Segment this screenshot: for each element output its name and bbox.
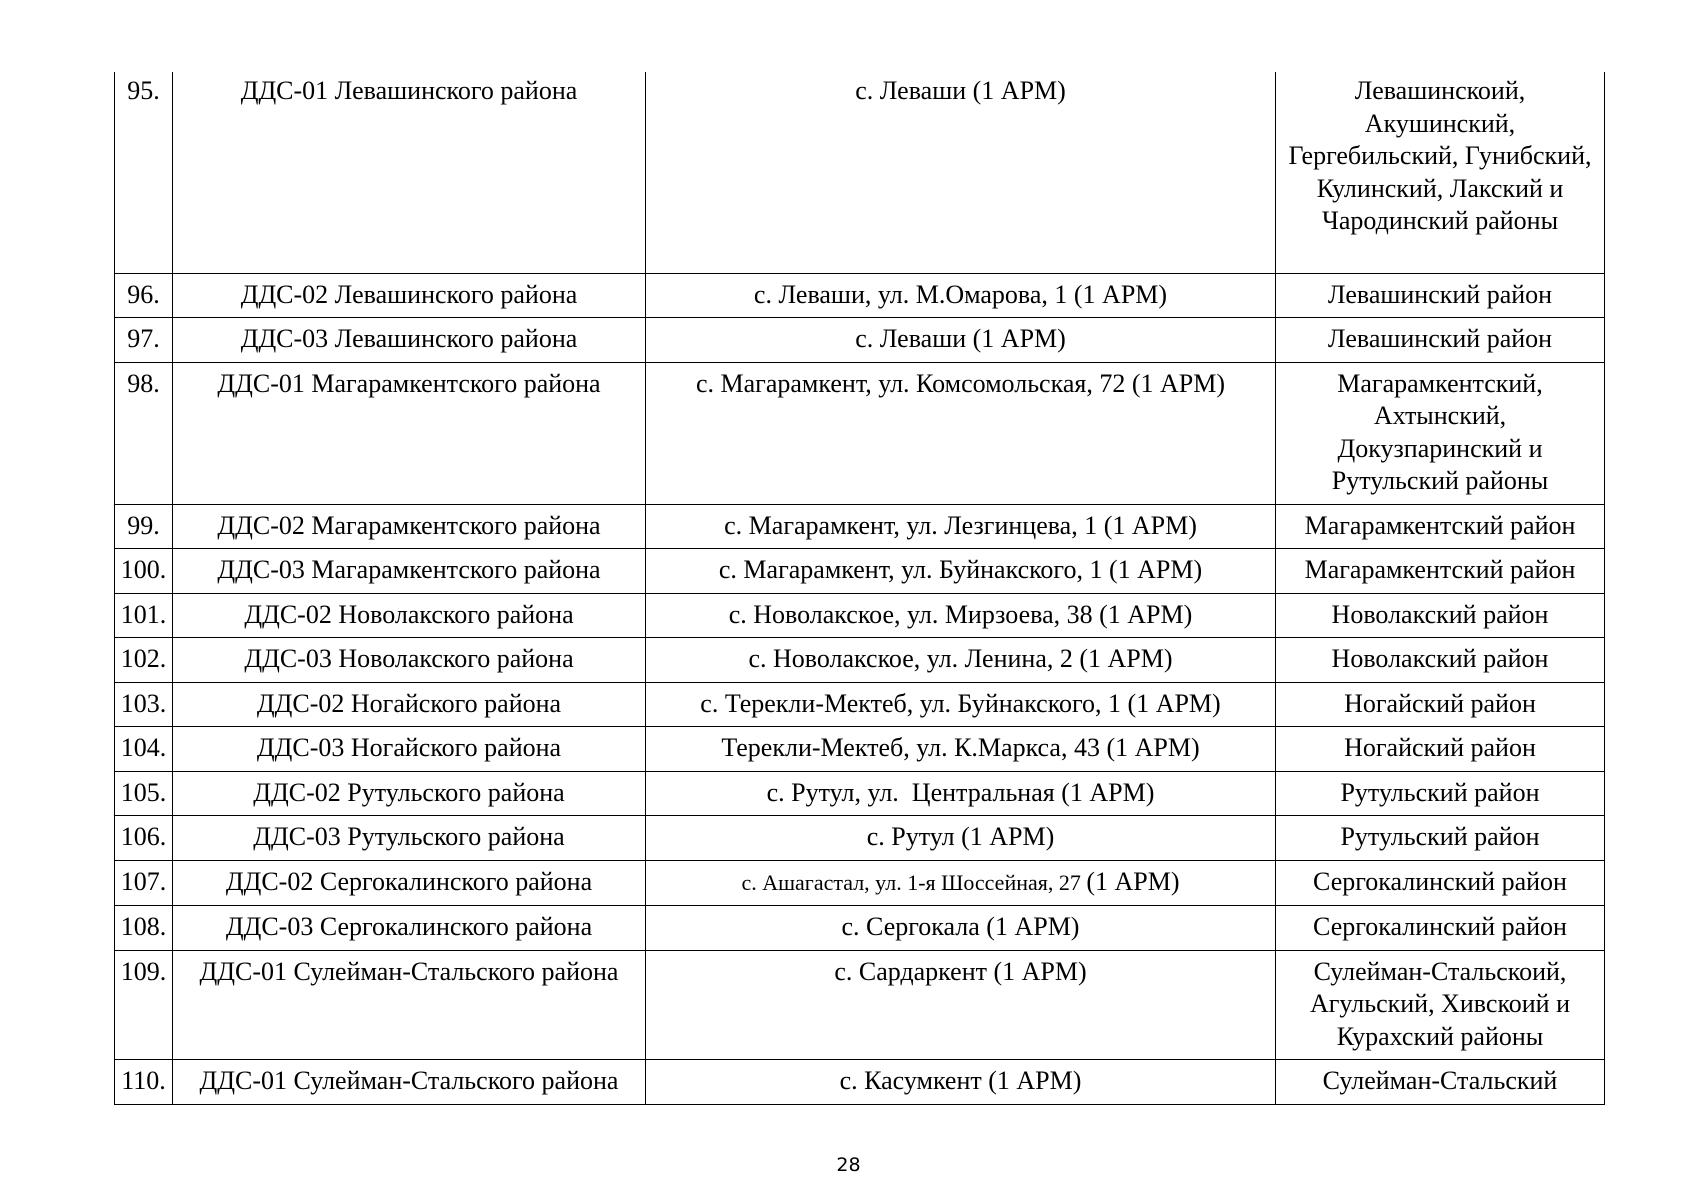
service-address: с. Рутул, ул. Центральная (1 АРМ) bbox=[646, 771, 1276, 816]
service-area: Магарамкентский район bbox=[1276, 549, 1605, 594]
service-area: Сулейман-Стальский bbox=[1276, 1060, 1605, 1105]
row-number: 99. bbox=[115, 504, 173, 549]
table-row bbox=[115, 682, 1605, 727]
service-address: с. Сергокала (1 АРМ) bbox=[646, 906, 1276, 951]
service-name: ДДС-03 Рутульского района bbox=[173, 816, 646, 861]
service-area: Магарамкентский, Ахтынский, Докузпаринский и Рутульский районы bbox=[1276, 362, 1605, 504]
service-area: Рутульский район bbox=[1276, 816, 1605, 861]
service-address: с. Леваши (1 АРМ) bbox=[646, 318, 1276, 363]
service-name: ДДС-02 Ногайского района bbox=[173, 682, 646, 727]
service-area: Магарамкентский район bbox=[1276, 504, 1605, 549]
table-row bbox=[115, 549, 1605, 594]
service-area: Ногайский район bbox=[1276, 727, 1605, 772]
row-number: 107. bbox=[115, 860, 173, 906]
service-name: ДДС-03 Ногайского района bbox=[173, 727, 646, 772]
table-row bbox=[115, 362, 1605, 504]
row-number: 95. bbox=[115, 72, 173, 273]
row-number: 108. bbox=[115, 906, 173, 951]
service-area: Левашинский район bbox=[1276, 318, 1605, 363]
service-name: ДДС-03 Новолакского района bbox=[173, 638, 646, 683]
table-row bbox=[115, 72, 1605, 273]
service-name: ДДС-01 Магарамкентского района bbox=[173, 362, 646, 504]
service-name: ДДС-02 Рутульского района bbox=[173, 771, 646, 816]
service-address: с. Касумкент (1 АРМ) bbox=[646, 1060, 1276, 1105]
row-number: 110. bbox=[115, 1060, 173, 1105]
row-number: 106. bbox=[115, 816, 173, 861]
row-number: 105. bbox=[115, 771, 173, 816]
service-address: с. Терекли-Мектеб, ул. Буйнакского, 1 (1 АРМ) bbox=[646, 682, 1276, 727]
table-row bbox=[115, 504, 1605, 549]
table-row bbox=[115, 771, 1605, 816]
service-address: с. Сардаркент (1 АРМ) bbox=[646, 950, 1276, 1060]
row-number: 100. bbox=[115, 549, 173, 594]
row-number: 109. bbox=[115, 950, 173, 1060]
service-area: Левашинский район bbox=[1276, 273, 1605, 318]
service-address: с. Магарамкент, ул. Буйнакского, 1 (1 АРМ) bbox=[646, 549, 1276, 594]
service-name: ДДС-01 Сулейман-Стальского района bbox=[173, 1060, 646, 1105]
table-row bbox=[115, 638, 1605, 683]
service-area: Сулейман-Стальскоий, Агульский, Хивскоий и Курахский районы bbox=[1276, 950, 1605, 1060]
service-name: ДДС-01 Сулейман-Стальского района bbox=[173, 950, 646, 1060]
table-row bbox=[115, 1060, 1605, 1105]
service-name: ДДС-03 Левашинского района bbox=[173, 318, 646, 363]
service-area: Сергокалинский район bbox=[1276, 906, 1605, 951]
table-row bbox=[115, 318, 1605, 363]
table-row bbox=[115, 593, 1605, 638]
service-name: ДДС-02 Магарамкентского района bbox=[173, 504, 646, 549]
service-address: с. Леваши, ул. М.Омарова, 1 (1 АРМ) bbox=[646, 273, 1276, 318]
service-area: Ногайский район bbox=[1276, 682, 1605, 727]
table-row bbox=[115, 273, 1605, 318]
service-name: ДДС-03 Магарамкентского района bbox=[173, 549, 646, 594]
service-name: ДДС-02 Новолакского района bbox=[173, 593, 646, 638]
row-number: 98. bbox=[115, 362, 173, 504]
service-address: с. Рутул (1 АРМ) bbox=[646, 816, 1276, 861]
row-number: 96. bbox=[115, 273, 173, 318]
row-number: 102. bbox=[115, 638, 173, 683]
table-row bbox=[115, 860, 1605, 906]
service-address: Терекли-Мектеб, ул. К.Маркса, 43 (1 АРМ) bbox=[646, 727, 1276, 772]
service-address: с. Леваши (1 АРМ) bbox=[646, 72, 1276, 273]
service-area: Новолакский район bbox=[1276, 638, 1605, 683]
service-area: Левашинскоий, Акушинский, Гергебильский, Гунибский, Кулинский, Лакский и Чародинский районы bbox=[1276, 72, 1605, 273]
page-number: 28 bbox=[836, 1154, 861, 1176]
table-row bbox=[115, 906, 1605, 951]
service-address: с. Новолакское, ул. Мирзоева, 38 (1 АРМ) bbox=[646, 593, 1276, 638]
table-row bbox=[115, 950, 1605, 1060]
service-area: Рутульский район bbox=[1276, 771, 1605, 816]
address-text-small: с. Ашагастал, ул. 1-я Шоссейная, 27 bbox=[741, 869, 1081, 895]
address-text-arm: (1 АРМ) bbox=[1086, 866, 1180, 896]
row-number: 104. bbox=[115, 727, 173, 772]
table-row bbox=[115, 816, 1605, 861]
service-name: ДДС-02 Сергокалинского района bbox=[173, 860, 646, 906]
service-address: с. Магарамкент, ул. Лезгинцева, 1 (1 АРМ) bbox=[646, 504, 1276, 549]
service-name: ДДС-03 Сергокалинского района bbox=[173, 906, 646, 951]
service-address bbox=[646, 860, 1276, 906]
dds-table bbox=[114, 72, 1605, 1105]
service-area: Сергокалинский район bbox=[1276, 860, 1605, 906]
row-number: 97. bbox=[115, 318, 173, 363]
row-number: 101. bbox=[115, 593, 173, 638]
table-row bbox=[115, 727, 1605, 772]
service-name: ДДС-01 Левашинского района bbox=[173, 72, 646, 273]
service-address: с. Новолакское, ул. Ленина, 2 (1 АРМ) bbox=[646, 638, 1276, 683]
row-number: 103. bbox=[115, 682, 173, 727]
service-name: ДДС-02 Левашинского района bbox=[173, 273, 646, 318]
service-area: Новолакский район bbox=[1276, 593, 1605, 638]
service-address: с. Магарамкент, ул. Комсомольская, 72 (1 АРМ) bbox=[646, 362, 1276, 504]
